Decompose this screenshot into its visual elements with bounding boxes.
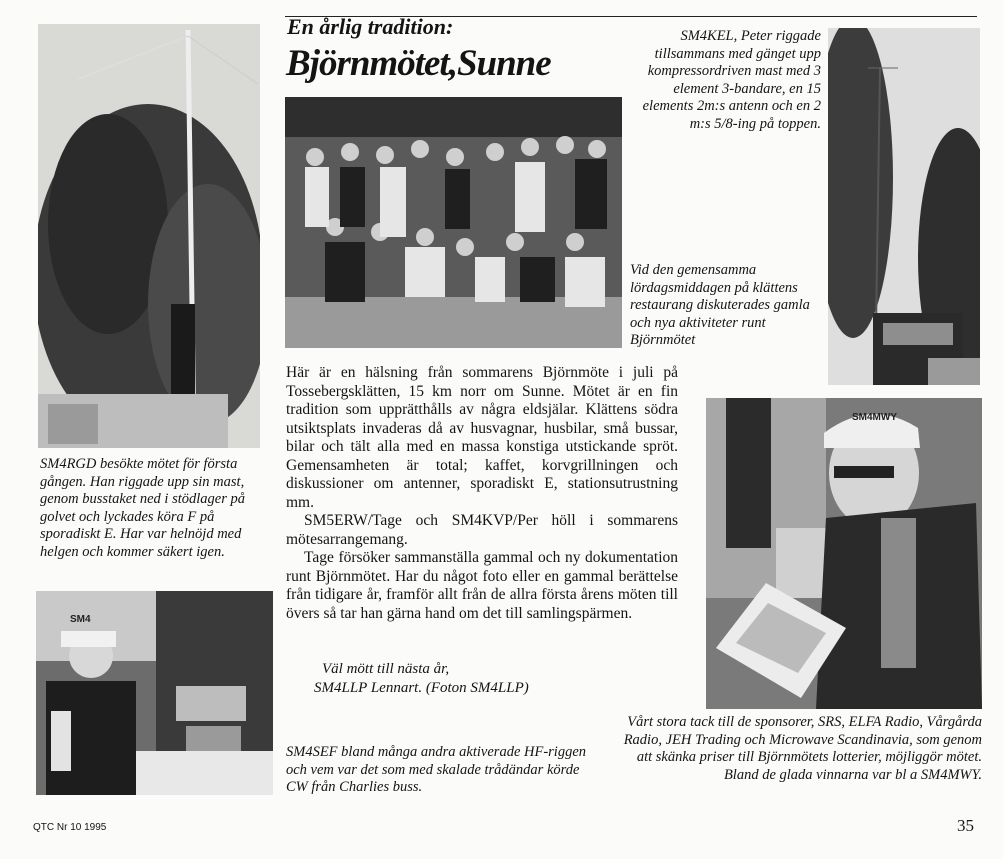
page-number: 35 [957,816,974,835]
caption-group: Vid den gemensamma lördagsmiddagen på klättens restaurang diskuterades gamla och nya aktiviteter runt Björnmötet [630,262,810,348]
photo-winner [706,398,982,709]
signoff-line-1: Väl mött till nästa år, [322,661,450,677]
article-kicker: En årlig tradition: [287,14,454,39]
article-body [286,364,678,623]
caption-radio: SM4SEF bland många andra aktiverade HF-riggen och vem var det som med skalade trådändar körde CW från Charlies buss. [286,744,587,795]
signoff [314,660,529,698]
photo-antenna [828,28,980,385]
body-paragraph-1: Här är en hälsning från sommarens Björnmöte i juli på Tossebergsklätten, 15 km norr om Sunne. Mötet är en fin tradition som upprätthålls av några eldsjälar. Klättens södra utsiktsplats invaderas då av husvagnar, husbilar, små bussar, bilar och tält alla med en massa konstiga utstickande spröt. Gemensamheten är total; kaffet, korvgrillningen och diskussioner om antenner, sporadiskt E, stationsutrustning mm. [286,364,678,511]
photo-group [285,97,622,348]
signoff-line-2: SM4LLP Lennart. (Foton SM4LLP) [314,680,529,696]
photo-radio [36,591,273,795]
body-paragraph-3: Tage försöker sammanställa gammal och ny dokumentation runt Björnmötet. Har du något foto eller en gammal berättelse från tidigare år, framför allt från de allra första årens möten till övers så tar han gärna hand om det till samlingspärmen. [286,549,678,622]
cap-text-left: SM4 [70,614,91,625]
article-headline: Björnmötet,Sunne [286,43,551,84]
body-paragraph-2: SM5ERW/Tage och SM4KVP/Per höll i sommarens mötesarrangemang. [286,512,678,548]
caption-winner: Vårt stora tack till de sponsorer, SRS, ELFA Radio, Vårgårda Radio, JEH Trading och Microwave Scandinavia, som genom att skänka priser till Björnmötets lotterier, möjliggör mötet. Bland de glada vinnarna var bl a SM4MWY. [623,714,982,783]
caption-antenna: SM4KEL, Peter riggade tillsammans med gänget upp kompressordriven mast med 3 element 3-bandare, en 15 elements 2m:s antenn och en 2 m:s 5/8-ing på toppen. [642,28,821,132]
photo-mast [38,24,260,448]
publication-footer: QTC Nr 10 1995 [33,822,107,833]
caption-mast: SM4RGD besökte mötet för första gången. Han riggade upp sin mast, genom busstaket ned i stödlager på golvet och lyckades köra F på sporadiskt E. Har var helnöjd med helgen och kommer säkert igen. [40,456,245,560]
cap-text-right: SM4MWY [852,412,897,423]
